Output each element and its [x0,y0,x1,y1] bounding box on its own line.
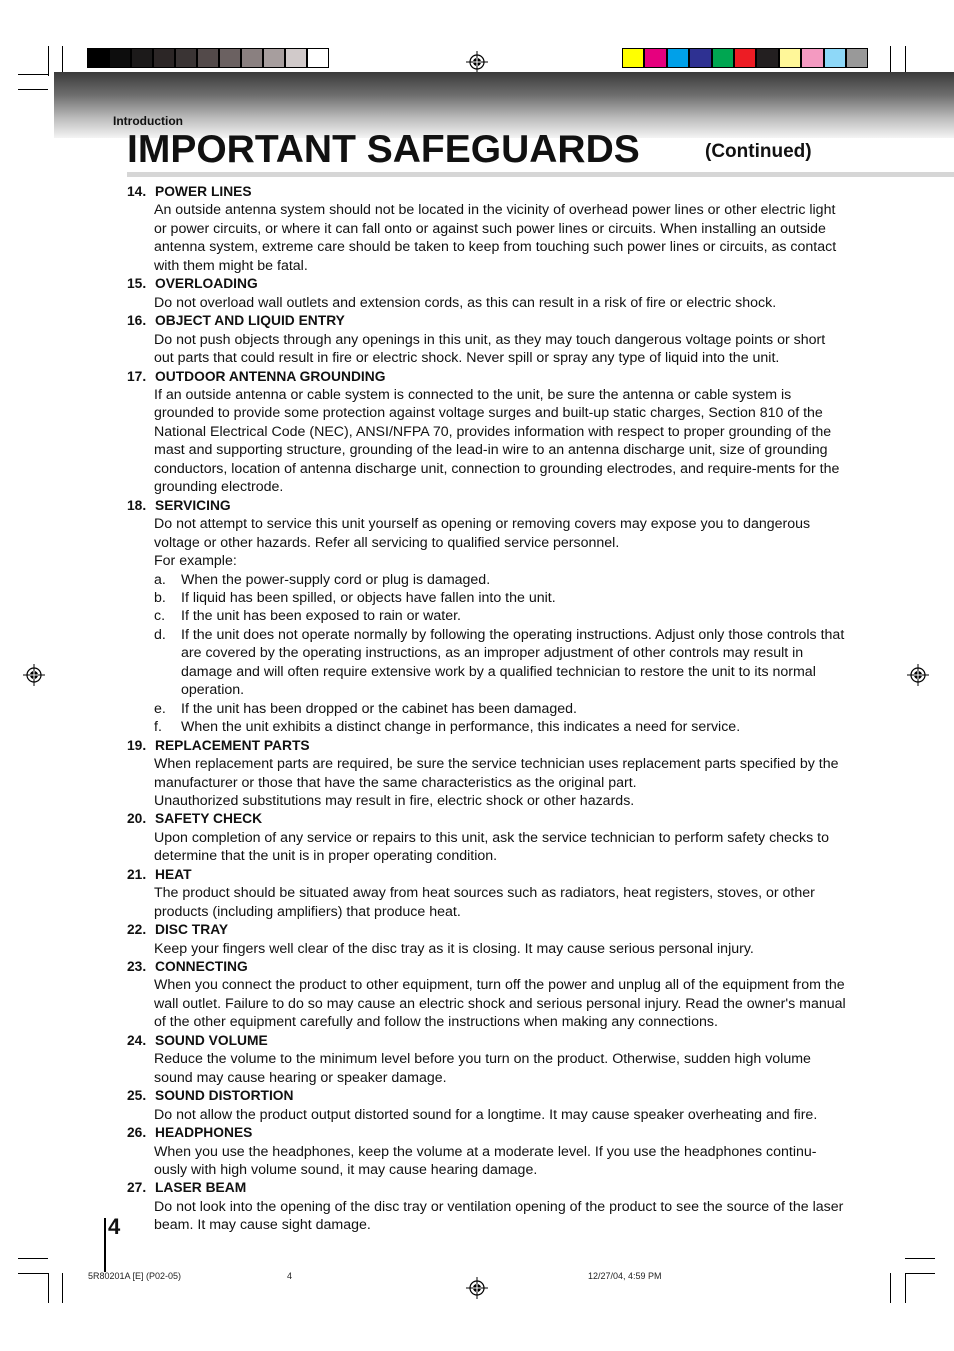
gray-swatch [153,48,175,68]
gray-swatch [241,48,263,68]
continued-label: (Continued) [705,141,812,162]
safeguard-heading [127,921,847,939]
safeguard-item [127,810,847,865]
crop-mark [905,1273,935,1274]
safeguard-heading [127,866,847,884]
page-number-rule [104,1218,106,1272]
gray-swatch [131,48,153,68]
sub-list-text: If the unit has been dropped or the cabinet has been damaged. [181,700,577,717]
safeguard-title: CONNECTING [155,959,248,975]
safeguard-text: If an outside antenna or cable system is connected to the unit, be sure the antenna or cable system is grounded to provide some protection against voltage surges and built-up static charges, Section 810 of the National Electrical Code (NEC), ANSI/NFPA 70, provides information with respect to proper grounding of the mast and supporting structure, grounding of the lead-in wire to an antenna discharge unit, size of grounding conductors, location of antenna discharge unit, connection to grounding electrodes, and require-ments for the grounding electrode. [154,386,840,496]
safeguard-number: 22. [127,922,147,938]
safeguard-heading [127,312,847,330]
safeguard-number: 25. [127,1088,147,1104]
safeguard-title: HEADPHONES [155,1125,253,1141]
section-label: Introduction [113,114,183,128]
safeguard-item [127,183,847,275]
safeguard-title: OVERLOADING [155,276,258,292]
safeguard-title: SOUND VOLUME [155,1032,268,1048]
safeguard-heading [127,1087,847,1105]
gray-swatch [175,48,197,68]
safeguard-title: DISC TRAY [155,922,229,938]
gray-swatch [307,48,329,68]
safeguard-number: 20. [127,811,147,827]
safeguard-text: Keep your fingers well clear of the disc tray as it is closing. It may cause serious personal injury. [154,940,754,957]
gray-swatch [263,48,285,68]
sub-list-item [154,700,847,718]
safeguard-item [127,958,847,1032]
safeguard-item [127,1087,847,1124]
color-swatch [801,48,823,68]
safeguard-text: Do not attempt to service this unit yourself as opening or removing covers may expose you to dangerous voltage or other hazards. Refer all servicing to qualified service personnel. [154,516,811,551]
footer-filename: 5R80201A [E] (P02-05) [88,1271,182,1281]
safeguard-text: Do not allow the product output distorted sound for a longtime. It may cause speaker overheating and fire. [154,1106,818,1123]
crop-mark [48,1273,49,1303]
safeguard-item [127,1179,847,1234]
safeguard-heading [127,737,847,755]
safeguard-heading [127,1032,847,1050]
sub-list-text: When the unit exhibits a distinct change in performance, this indicates a need for service. [181,719,741,736]
color-swatch [644,48,666,68]
sub-list-item [154,589,847,607]
color-swatch [622,48,644,68]
safeguard-number: 15. [127,276,147,292]
color-swatch [667,48,689,68]
sub-list-text: When the power-supply cord or plug is damaged. [181,571,491,588]
safeguard-text: The product should be situated away from heat sources such as radiators, heat registers, stoves, or other products (including amplifiers) that produce heat. [154,885,815,920]
safeguard-heading [127,497,847,515]
safeguard-title: LASER BEAM [155,1180,247,1196]
safeguard-item [127,368,847,497]
color-swatch [779,48,801,68]
safeguard-title: SAFETY CHECK [155,811,263,827]
sub-list-text: If the unit does not operate normally by following the operating instructions. Adjust only those controls that are covered by the operating instructions, as an improper adjustment of other controls may result in damage and will often require extensive work by a qualified technician to restore the unit to its normal operation. [181,626,845,699]
safeguard-number: 23. [127,959,147,975]
safeguard-title: HEAT [155,866,192,882]
safeguard-item [127,1124,847,1179]
footer-page: 4 [287,1271,293,1281]
color-swatch [824,48,846,68]
safeguard-heading [127,958,847,976]
color-swatch [712,48,734,68]
safeguard-text: Do not overload wall outlets and extension cords, as this can result in a risk of fire or electric shock. [154,294,777,311]
safeguard-number: 21. [127,866,147,882]
gray-swatch [285,48,307,68]
sub-list-text: If liquid has been spilled, or objects have fallen into the unit. [181,589,556,606]
crop-mark [18,1273,48,1274]
safeguard-number: 17. [127,368,147,384]
safeguard-item [127,312,847,367]
color-swatch [756,48,778,68]
safeguard-number: 16. [127,313,147,329]
safeguard-number: 19. [127,737,147,753]
registration-mark-icon [907,664,929,686]
safeguard-heading [127,275,847,293]
safeguard-number: 18. [127,497,147,513]
safeguard-text: When you connect the product to other equipment, turn off the power and unplug all of the equipment from the wall outlet. Failure to do so may cause an electric shock and serious personal injury. Read the owner's manual of the other equipment carefully and follow the instructions when making any connections. [154,977,846,1031]
safeguard-text: Do not push objects through any openings in this unit, as they may touch dangerous voltage points or short out parts that could result in fire or electric shock. Never spill or spray any type of liquid into the unit. [154,331,826,367]
safeguard-text: Unauthorized substitutions may result in fire, electric shock or other hazards. [154,792,635,809]
safeguard-item [127,1032,847,1087]
registration-mark-icon [23,664,45,686]
safeguard-text: For example: [154,553,237,570]
safeguard-item [127,275,847,312]
sub-list-letter: f. [154,719,162,736]
safeguard-text: An outside antenna system should not be located in the vicinity of overhead power lines or other electric light or power circuits, or where it can fall onto or against such power lines or circuits. When installing an outside antenna system, extreme care should be taken to keep from touching such power lines or circuits, as contact with them might be fatal. [154,202,837,274]
safeguard-title: OBJECT AND LIQUID ENTRY [155,313,345,329]
sub-list-text: If the unit has been exposed to rain or water. [181,608,461,625]
crop-mark [62,1273,63,1303]
sub-list-letter: e. [154,700,166,717]
gray-swatch [197,48,219,68]
sub-list-item [154,607,847,625]
gray-swatch [87,48,109,68]
crop-mark [18,1258,48,1259]
safeguard-text: Reduce the volume to the minimum level before you turn on the product. Otherwise, sudden high volume sound may cause hearing or speaker damage. [154,1051,811,1086]
safeguard-item [127,497,847,737]
safeguard-text: Upon completion of any service or repairs to this unit, ask the service technician to perform safety checks to determine that the unit is in proper operating condition. [154,829,830,865]
safeguard-title: OUTDOOR ANTENNA GROUNDING [155,368,386,384]
color-swatch [689,48,711,68]
safeguard-item [127,737,847,811]
safeguard-title: SOUND DISTORTION [155,1088,294,1104]
color-swatch [846,48,868,68]
crop-mark [890,1273,891,1303]
color-swatch [734,48,756,68]
sub-list-item [154,571,847,589]
sub-list-letter: b. [154,589,166,606]
footer-timestamp: 12/27/04, 4:59 PM [588,1271,662,1281]
safeguard-title: SERVICING [155,497,231,513]
registration-mark-icon [466,1277,488,1299]
crop-mark [18,74,48,75]
gray-swatch [219,48,241,68]
safeguards-list [127,183,847,1235]
crop-mark [905,1258,935,1259]
registration-mark-icon [466,51,488,73]
safeguard-heading [127,368,847,386]
crop-mark [48,46,49,76]
safeguard-number: 26. [127,1125,147,1141]
safeguard-heading [127,183,847,201]
crop-mark [905,1273,906,1303]
safeguard-heading [127,810,847,828]
title-underline [127,172,954,177]
safeguard-number: 14. [127,184,147,199]
safeguard-number: 27. [127,1180,147,1196]
safeguard-title: REPLACEMENT PARTS [155,737,310,753]
gray-swatch [109,48,131,68]
safeguard-text: When replacement parts are required, be sure the service technician uses replacement parts specified by the manufacturer or those that have the same characteristics as the original part. [154,756,839,791]
sub-list-item [154,626,847,700]
sub-list-letter: a. [154,571,166,588]
sub-list-letter: d. [154,626,166,643]
sub-list-item [154,718,847,736]
safeguard-item [127,866,847,921]
safeguard-number: 24. [127,1032,147,1048]
page-number: 4 [108,1214,121,1239]
safeguard-item [127,921,847,958]
safeguard-text: Do not look into the opening of the disc tray or ventilation opening of the product to see the source of the laser beam. It may cause sight damage. [154,1198,844,1234]
safeguard-heading [127,1124,847,1142]
sub-list-letter: c. [154,608,166,625]
crop-mark [18,89,48,90]
safeguard-heading [127,1179,847,1197]
safeguard-title: POWER LINES [155,184,252,199]
safeguard-text: When you use the headphones, keep the volume at a moderate level. If you use the headphones continu-ously with high volume sound, it may cause hearing damage. [154,1143,817,1179]
page-title: IMPORTANT SAFEGUARDS [127,128,640,171]
